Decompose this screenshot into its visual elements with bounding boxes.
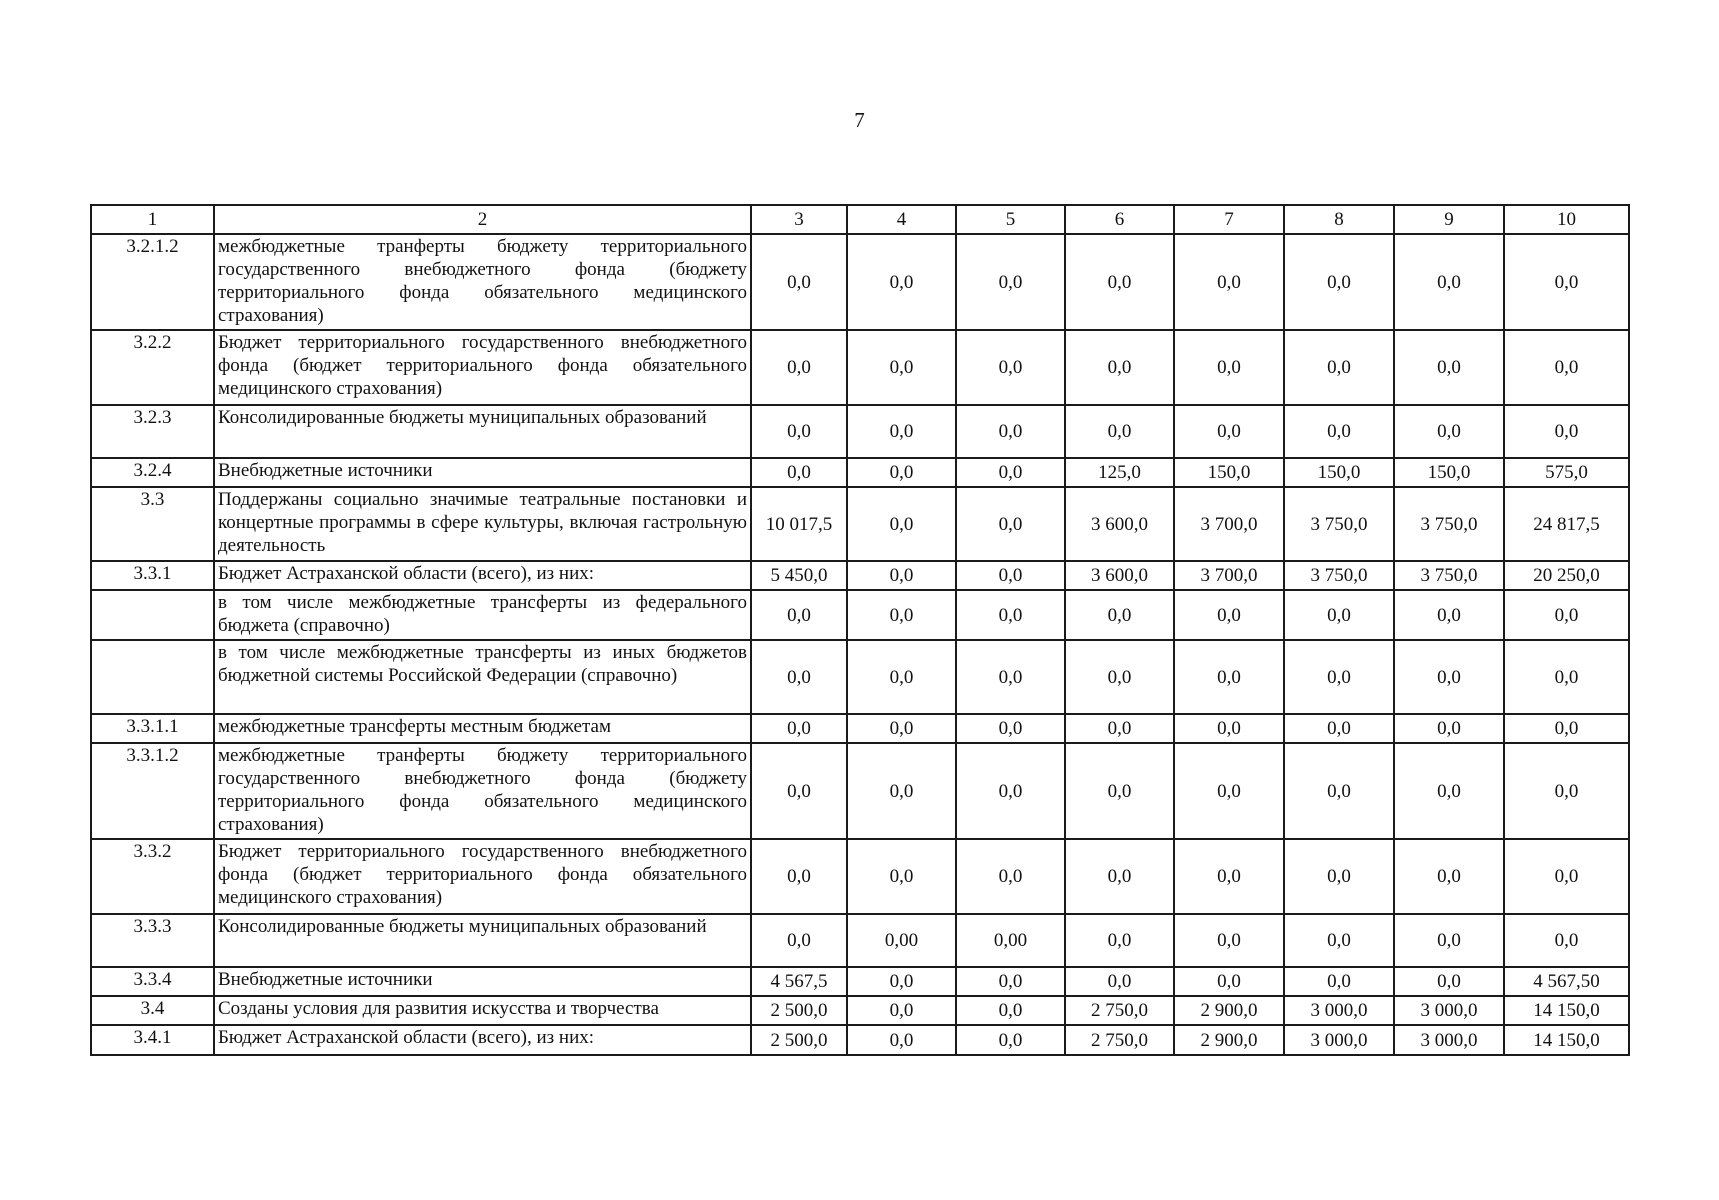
value-cell-col-7: 0,0 [1174,914,1284,967]
table-row [91,743,1629,839]
row-name-cell: Внебюджетные источники [214,458,751,487]
value-cell-col-7: 0,0 [1174,234,1284,330]
value-cell-col-6: 3 600,0 [1065,487,1174,561]
header-cell-col-8: 8 [1284,205,1394,234]
row-code-cell [91,640,214,714]
header-cell-col-10: 10 [1504,205,1629,234]
value-cell-col-4: 0,0 [847,1025,956,1055]
value-cell-col-7: 2 900,0 [1174,1025,1284,1055]
row-name-cell: Бюджет Астраханской области (всего), из них: [214,1025,751,1055]
value-cell-col-3: 0,0 [751,458,847,487]
value-cell-col-10: 0,0 [1504,234,1629,330]
value-cell-col-5: 0,00 [956,914,1065,967]
row-name-cell: Поддержаны социально значимые театральные постановки и концертные программы в сфере культуры, включая гастрольную деятельность [214,487,751,561]
row-code-cell: 3.2.4 [91,458,214,487]
value-cell-col-4: 0,0 [847,743,956,839]
header-cell-col-7: 7 [1174,205,1284,234]
value-cell-col-3: 2 500,0 [751,1025,847,1055]
value-cell-col-7: 0,0 [1174,714,1284,743]
value-cell-col-9: 0,0 [1394,914,1504,967]
table-header [91,205,1629,234]
row-name-cell: в том числе межбюджетные трансферты из иных бюджетов бюджетной системы Российской Федерации (справочно) [214,640,751,714]
value-cell-col-8: 0,0 [1284,967,1394,996]
value-cell-col-9: 0,0 [1394,640,1504,714]
row-name-cell: Консолидированные бюджеты муниципальных образований [214,914,751,967]
value-cell-col-8: 0,0 [1284,330,1394,405]
value-cell-col-10: 0,0 [1504,590,1629,640]
value-cell-col-4: 0,0 [847,487,956,561]
table-row [91,487,1629,561]
value-cell-col-5: 0,0 [956,590,1065,640]
table-row [91,590,1629,640]
value-cell-col-10: 0,0 [1504,743,1629,839]
value-cell-col-10: 0,0 [1504,640,1629,714]
value-cell-col-7: 0,0 [1174,405,1284,458]
row-code-cell: 3.3.1 [91,561,214,590]
value-cell-col-8: 0,0 [1284,714,1394,743]
value-cell-col-3: 2 500,0 [751,996,847,1025]
value-cell-col-7: 0,0 [1174,743,1284,839]
value-cell-col-10: 0,0 [1504,914,1629,967]
value-cell-col-8: 0,0 [1284,914,1394,967]
value-cell-col-3: 0,0 [751,714,847,743]
value-cell-col-9: 0,0 [1394,405,1504,458]
value-cell-col-8: 150,0 [1284,458,1394,487]
value-cell-col-6: 0,0 [1065,839,1174,914]
value-cell-col-6: 0,0 [1065,714,1174,743]
value-cell-col-3: 10 017,5 [751,487,847,561]
value-cell-col-8: 3 750,0 [1284,487,1394,561]
row-code-cell: 3.2.1.2 [91,234,214,330]
value-cell-col-7: 150,0 [1174,458,1284,487]
table-row [91,561,1629,590]
row-code-cell [91,590,214,640]
value-cell-col-6: 3 600,0 [1065,561,1174,590]
value-cell-col-4: 0,0 [847,590,956,640]
table-row [91,996,1629,1025]
value-cell-col-10: 0,0 [1504,839,1629,914]
header-cell-col-9: 9 [1394,205,1504,234]
value-cell-col-9: 3 000,0 [1394,996,1504,1025]
value-cell-col-9: 3 750,0 [1394,561,1504,590]
row-name-cell: Бюджет Астраханской области (всего), из них: [214,561,751,590]
table-row [91,458,1629,487]
row-name-cell: Бюджет территориального государственного внебюджетного фонда (бюджет территориального фонда обязательного медицинского страхования) [214,330,751,405]
value-cell-col-7: 2 900,0 [1174,996,1284,1025]
value-cell-col-8: 0,0 [1284,640,1394,714]
value-cell-col-3: 0,0 [751,743,847,839]
value-cell-col-6: 125,0 [1065,458,1174,487]
row-code-cell: 3.3.2 [91,839,214,914]
value-cell-col-7: 3 700,0 [1174,561,1284,590]
value-cell-col-5: 0,0 [956,967,1065,996]
value-cell-col-3: 0,0 [751,640,847,714]
value-cell-col-4: 0,0 [847,714,956,743]
row-code-cell: 3.3 [91,487,214,561]
table-row [91,640,1629,714]
value-cell-col-10: 4 567,50 [1504,967,1629,996]
value-cell-col-10: 0,0 [1504,714,1629,743]
row-code-cell: 3.2.3 [91,405,214,458]
row-name-cell: межбюджетные транферты бюджету территориального государственного внебюджетного фонда (бюджету территориального фонда обязательного медицинского страхования) [214,743,751,839]
budget-table [90,204,1630,1056]
header-cell-col-6: 6 [1065,205,1174,234]
value-cell-col-3: 0,0 [751,234,847,330]
table-body [91,234,1629,1055]
value-cell-col-5: 0,0 [956,743,1065,839]
value-cell-col-6: 0,0 [1065,640,1174,714]
row-name-cell: межбюджетные транферты бюджету территориального государственного внебюджетного фонда (бюджету территориального фонда обязательного медицинского страхования) [214,234,751,330]
value-cell-col-4: 0,00 [847,914,956,967]
value-cell-col-6: 2 750,0 [1065,1025,1174,1055]
value-cell-col-4: 0,0 [847,996,956,1025]
row-code-cell: 3.3.1.1 [91,714,214,743]
header-cell-col-5: 5 [956,205,1065,234]
table-row [91,330,1629,405]
value-cell-col-8: 0,0 [1284,405,1394,458]
value-cell-col-4: 0,0 [847,640,956,714]
value-cell-col-7: 0,0 [1174,967,1284,996]
value-cell-col-5: 0,0 [956,640,1065,714]
value-cell-col-10: 24 817,5 [1504,487,1629,561]
header-cell-col-1: 1 [91,205,214,234]
row-name-cell: Созданы условия для развития искусства и творчества [214,996,751,1025]
table-row [91,405,1629,458]
value-cell-col-4: 0,0 [847,405,956,458]
header-row [91,205,1629,234]
row-name-cell: межбюджетные трансферты местным бюджетам [214,714,751,743]
page-number: 7 [854,108,865,132]
value-cell-col-8: 3 000,0 [1284,996,1394,1025]
value-cell-col-6: 0,0 [1065,590,1174,640]
header-cell-col-3: 3 [751,205,847,234]
value-cell-col-3: 0,0 [751,914,847,967]
value-cell-col-5: 0,0 [956,330,1065,405]
value-cell-col-3: 4 567,5 [751,967,847,996]
value-cell-col-10: 0,0 [1504,405,1629,458]
value-cell-col-9: 150,0 [1394,458,1504,487]
value-cell-col-9: 0,0 [1394,967,1504,996]
table-row [91,967,1629,996]
value-cell-col-6: 2 750,0 [1065,996,1174,1025]
value-cell-col-5: 0,0 [956,458,1065,487]
value-cell-col-4: 0,0 [847,458,956,487]
table-row [91,839,1629,914]
value-cell-col-5: 0,0 [956,714,1065,743]
value-cell-col-10: 575,0 [1504,458,1629,487]
value-cell-col-5: 0,0 [956,996,1065,1025]
value-cell-col-10: 0,0 [1504,330,1629,405]
value-cell-col-7: 0,0 [1174,590,1284,640]
budget-table-container [90,204,1628,1056]
value-cell-col-8: 0,0 [1284,839,1394,914]
value-cell-col-3: 5 450,0 [751,561,847,590]
row-name-cell: Внебюджетные источники [214,967,751,996]
value-cell-col-8: 0,0 [1284,743,1394,839]
value-cell-col-8: 0,0 [1284,590,1394,640]
table-row [91,714,1629,743]
value-cell-col-9: 0,0 [1394,330,1504,405]
value-cell-col-9: 0,0 [1394,234,1504,330]
value-cell-col-5: 0,0 [956,405,1065,458]
row-code-cell: 3.3.3 [91,914,214,967]
value-cell-col-5: 0,0 [956,234,1065,330]
value-cell-col-8: 3 750,0 [1284,561,1394,590]
row-name-cell: Бюджет территориального государственного внебюджетного фонда (бюджет территориального фонда обязательного медицинского страхования) [214,839,751,914]
value-cell-col-10: 14 150,0 [1504,1025,1629,1055]
value-cell-col-6: 0,0 [1065,914,1174,967]
value-cell-col-9: 0,0 [1394,839,1504,914]
value-cell-col-5: 0,0 [956,487,1065,561]
value-cell-col-4: 0,0 [847,839,956,914]
value-cell-col-8: 0,0 [1284,234,1394,330]
row-code-cell: 3.4.1 [91,1025,214,1055]
value-cell-col-3: 0,0 [751,405,847,458]
value-cell-col-8: 3 000,0 [1284,1025,1394,1055]
header-cell-col-4: 4 [847,205,956,234]
table-row [91,234,1629,330]
value-cell-col-6: 0,0 [1065,405,1174,458]
value-cell-col-6: 0,0 [1065,743,1174,839]
value-cell-col-5: 0,0 [956,839,1065,914]
value-cell-col-9: 0,0 [1394,590,1504,640]
value-cell-col-9: 3 750,0 [1394,487,1504,561]
value-cell-col-6: 0,0 [1065,967,1174,996]
table-row [91,914,1629,967]
value-cell-col-10: 14 150,0 [1504,996,1629,1025]
value-cell-col-9: 3 000,0 [1394,1025,1504,1055]
value-cell-col-3: 0,0 [751,330,847,405]
row-code-cell: 3.2.2 [91,330,214,405]
value-cell-col-9: 0,0 [1394,743,1504,839]
row-code-cell: 3.3.4 [91,967,214,996]
header-cell-col-2: 2 [214,205,751,234]
value-cell-col-7: 0,0 [1174,839,1284,914]
table-row [91,1025,1629,1055]
value-cell-col-7: 0,0 [1174,330,1284,405]
row-code-cell: 3.3.1.2 [91,743,214,839]
value-cell-col-9: 0,0 [1394,714,1504,743]
value-cell-col-4: 0,0 [847,967,956,996]
row-code-cell: 3.4 [91,996,214,1025]
value-cell-col-3: 0,0 [751,590,847,640]
value-cell-col-3: 0,0 [751,839,847,914]
value-cell-col-6: 0,0 [1065,234,1174,330]
value-cell-col-4: 0,0 [847,561,956,590]
value-cell-col-5: 0,0 [956,561,1065,590]
value-cell-col-10: 20 250,0 [1504,561,1629,590]
value-cell-col-6: 0,0 [1065,330,1174,405]
row-name-cell: в том числе межбюджетные трансферты из федерального бюджета (справочно) [214,590,751,640]
value-cell-col-4: 0,0 [847,330,956,405]
row-name-cell: Консолидированные бюджеты муниципальных образований [214,405,751,458]
value-cell-col-4: 0,0 [847,234,956,330]
value-cell-col-7: 0,0 [1174,640,1284,714]
value-cell-col-5: 0,0 [956,1025,1065,1055]
value-cell-col-7: 3 700,0 [1174,487,1284,561]
